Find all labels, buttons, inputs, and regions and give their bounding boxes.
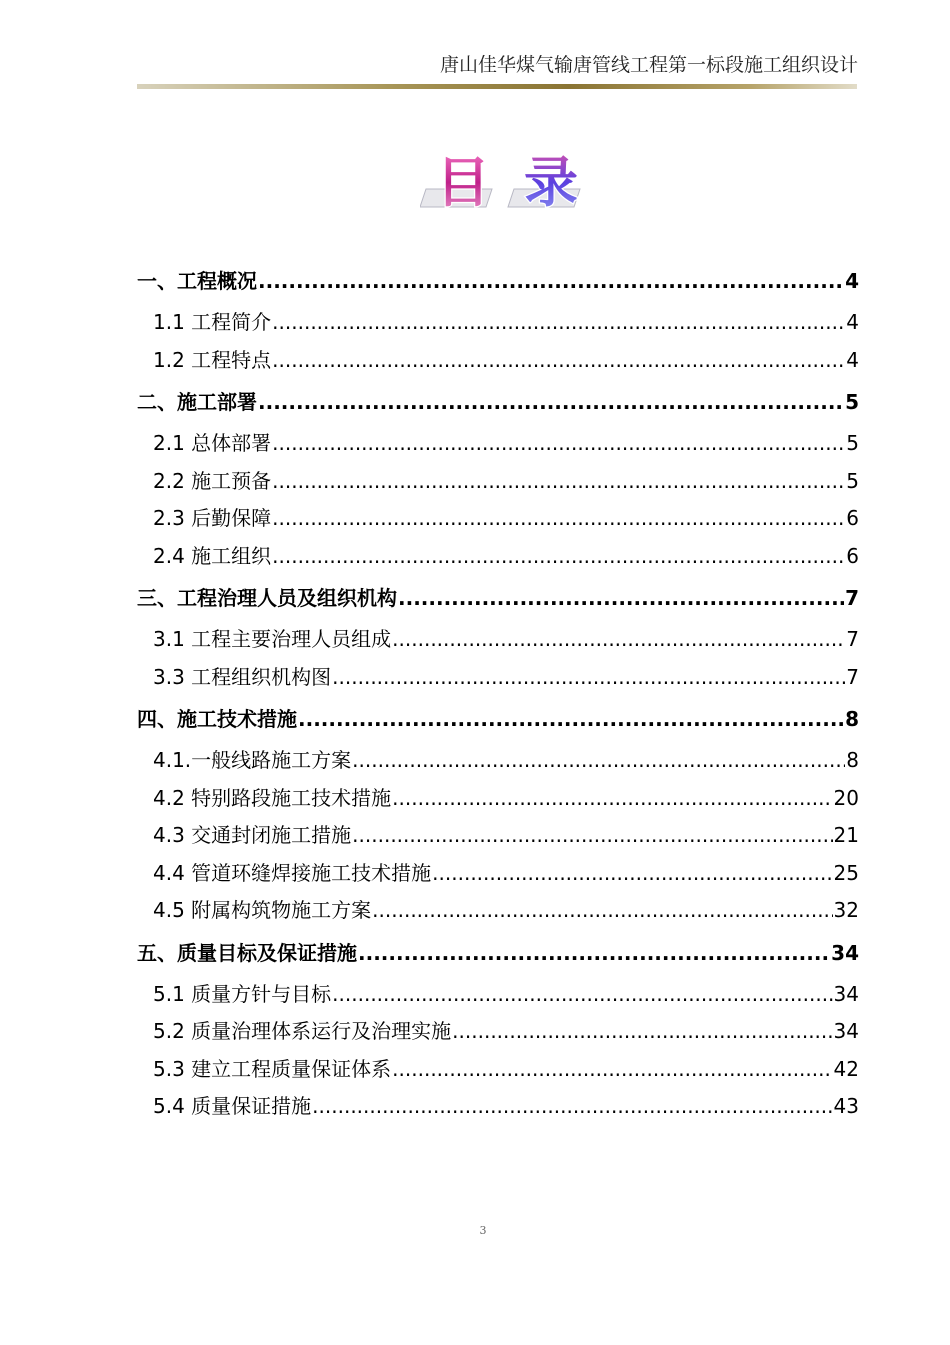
toc-subsection-entry[interactable] [137, 1051, 859, 1089]
header-rule [137, 84, 857, 89]
toc-dot-leader [258, 258, 844, 304]
toc-entry-label: 4.1.一般线路施工方案 [153, 748, 352, 772]
toc-dot-leader [272, 538, 845, 576]
toc-entry-page: 7 [845, 586, 859, 610]
toc-entry-page: 21 [833, 823, 859, 847]
toc-subsection-entry[interactable] [137, 463, 859, 501]
toc-title [420, 145, 590, 215]
toc-entry-page: 25 [833, 860, 859, 885]
toc-dot-leader [352, 742, 845, 780]
toc-dot-leader [272, 500, 845, 538]
toc-dot-leader [272, 304, 845, 342]
toc-entry-page: 34 [833, 981, 859, 1006]
toc-entry-page: 43 [833, 1094, 859, 1118]
toc-entry-page: 7 [846, 627, 859, 651]
toc-entry-label: 2.4 施工组织 [153, 543, 272, 568]
toc-entry-label: 三、工程治理人员及组织机构 [137, 586, 397, 610]
toc-subsection-entry[interactable] [137, 1088, 859, 1126]
toc-title-graphic [420, 145, 590, 215]
toc-title-char-2: 录 [524, 151, 578, 214]
toc-dot-leader [272, 342, 845, 380]
toc-dot-leader [392, 1051, 832, 1089]
toc-entry-page: 6 [846, 543, 859, 568]
toc-entry-label: 1.2 工程特点 [153, 347, 272, 372]
toc-entry-label: 四、施工技术措施 [137, 707, 297, 731]
toc-dot-leader [372, 892, 832, 930]
toc-entry-page: 5 [846, 468, 859, 493]
toc-dot-leader [432, 855, 832, 893]
toc-entry-label: 5.2 质量治理体系运行及治理实施 [153, 1019, 452, 1043]
toc-subsection-entry[interactable] [137, 621, 859, 659]
toc-dot-leader [452, 1013, 832, 1051]
toc-dot-leader [392, 621, 845, 659]
toc-entry-label: 2.1 总体部署 [153, 431, 272, 455]
toc-dot-leader [332, 659, 845, 697]
toc-section-entry[interactable] [137, 696, 859, 742]
toc-entry-page: 34 [833, 1019, 859, 1043]
toc-entry-label: 5.4 质量保证措施 [153, 1094, 312, 1118]
toc-entry-label: 4.4 管道环缝焊接施工技术措施 [153, 860, 432, 885]
toc-section-entry[interactable] [137, 379, 859, 425]
toc-entry-label: 2.2 施工预备 [153, 468, 272, 493]
toc-subsection-entry[interactable] [137, 304, 859, 342]
toc-entry-label: 4.3 交通封闭施工措施 [153, 823, 352, 847]
toc-entry-page: 5 [845, 390, 859, 414]
toc-dot-leader [272, 425, 845, 463]
toc-dot-leader [258, 379, 844, 425]
toc-subsection-entry[interactable] [137, 1013, 859, 1051]
toc-subsection-entry[interactable] [137, 976, 859, 1014]
toc-entry-page: 32 [833, 898, 859, 922]
toc-entry-label: 五、质量目标及保证措施 [137, 940, 357, 965]
toc-entry-label: 5.3 建立工程质量保证体系 [153, 1056, 392, 1081]
toc-entry-page: 4 [846, 310, 859, 334]
toc-subsection-entry[interactable] [137, 659, 859, 697]
toc-subsection-entry[interactable] [137, 780, 859, 818]
toc-entry-page: 6 [846, 506, 859, 530]
toc-entry-label: 一、工程概况 [137, 269, 257, 293]
page-number: 3 [479, 1224, 487, 1237]
toc-entry-label: 5.1 质量方针与目标 [153, 981, 332, 1006]
toc-subsection-entry[interactable] [137, 817, 859, 855]
toc-subsection-entry[interactable] [137, 500, 859, 538]
toc-dot-leader [272, 463, 845, 501]
toc-entry-page: 4 [846, 347, 859, 372]
toc-entry-page: 8 [846, 748, 859, 772]
toc-entry-page: 42 [833, 1056, 859, 1081]
toc-entry-page: 7 [846, 664, 859, 689]
toc-section-entry[interactable] [137, 930, 859, 976]
running-header: 唐山佳华煤气输唐管线工程第一标段施工组织设计 [439, 54, 858, 76]
toc-entry-page: 4 [845, 269, 859, 293]
toc-entry-page: 5 [846, 431, 859, 455]
toc-entry-page: 34 [831, 940, 859, 965]
toc-dot-leader [392, 780, 832, 818]
toc-dot-leader [312, 1088, 832, 1126]
toc-subsection-entry[interactable] [137, 342, 859, 380]
toc-dot-leader [352, 817, 832, 855]
toc-entry-label: 4.2 特别路段施工技术措施 [153, 785, 392, 810]
toc-entry-label: 4.5 附属构筑物施工方案 [153, 898, 372, 922]
toc-entry-page: 8 [845, 707, 859, 731]
toc-dot-leader [298, 696, 844, 742]
toc-section-entry[interactable] [137, 258, 859, 304]
toc-title-char-1: 目 [436, 151, 490, 214]
toc-subsection-entry[interactable] [137, 425, 859, 463]
toc-entry-label: 3.3 工程组织机构图 [153, 664, 332, 689]
toc-entry-page: 20 [833, 785, 859, 810]
table-of-contents [137, 258, 859, 1126]
toc-subsection-entry[interactable] [137, 538, 859, 576]
toc-dot-leader [332, 976, 832, 1014]
toc-dot-leader [358, 930, 830, 976]
toc-subsection-entry[interactable] [137, 855, 859, 893]
toc-entry-label: 二、施工部署 [137, 390, 257, 414]
toc-subsection-entry[interactable] [137, 892, 859, 930]
toc-subsection-entry[interactable] [137, 742, 859, 780]
toc-entry-label: 1.1 工程简介 [153, 310, 272, 334]
toc-entry-label: 2.3 后勤保障 [153, 506, 272, 530]
toc-section-entry[interactable] [137, 575, 859, 621]
toc-dot-leader [398, 575, 844, 621]
toc-entry-label: 3.1 工程主要治理人员组成 [153, 627, 392, 651]
